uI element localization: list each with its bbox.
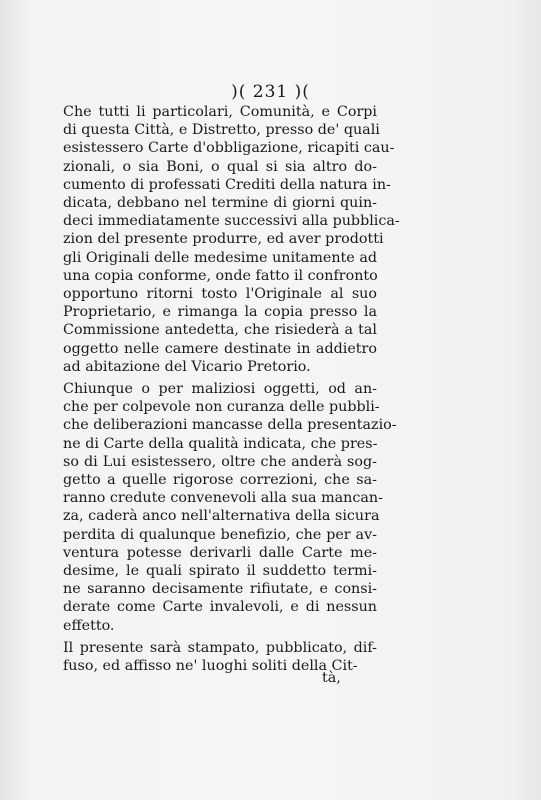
text-line: esistessero Carte d'obbligazione, ricapiti cau-: [63, 140, 395, 157]
text-line: zion del presente produrre, ed aver prodotti: [63, 231, 384, 248]
text-line: deci immediatamente successivi alla pubblica-: [63, 213, 400, 230]
text-line: ne saranno decisamente rifiutate, e consi-: [63, 581, 377, 598]
text-line: derate come Carte invalevoli, e di nessun: [63, 599, 377, 616]
text-line: una copia conforme, onde fatto il confronto: [63, 267, 378, 284]
text-line: Commissione antedetta, che risiederà a tal: [63, 322, 377, 339]
text-line: ventura potesse derivarli dalle Carte me-: [63, 544, 377, 561]
text-line: ranno credute convenevoli alla sua mancan-: [63, 490, 383, 507]
text-line: oggetto nelle camere destinate in addietro: [63, 340, 377, 357]
text-line: Che tutti li particolari, Comunità, e Corpi: [63, 104, 377, 120]
text-line: perdita di qualunque benefizio, che per av-: [63, 526, 377, 543]
text-line: opportuno ritorni tosto l'Originale al suo: [63, 286, 377, 303]
text-line: effetto.: [63, 617, 115, 634]
text-line: fuso, ed affisso ne' luoghi soliti della Cit-: [63, 658, 358, 675]
text-line: zionali, o sia Boni, o qual si sia altro do-: [63, 158, 377, 175]
paragraph-2: [63, 380, 397, 635]
text-line: gli Originali delle medesime unitamente ad: [63, 249, 377, 266]
body-text: [63, 103, 400, 679]
paragraph-1: [63, 103, 400, 376]
text-line: dicata, debbano nel termine di giorni quin-: [63, 195, 377, 212]
page-number-header: )( 231 )(: [231, 82, 310, 102]
text-line: cumento di professati Crediti della natura in-: [63, 176, 391, 193]
text-line: Il presente sarà stampato, pubblicato, dif-: [63, 639, 377, 656]
text-line: di questa Città, e Distretto, presso de' quali: [63, 122, 380, 139]
text-line: che per colpevole non curanza delle pubbli-: [63, 399, 380, 416]
text-line: Proprietario, e rimanga la copia presso la: [63, 304, 377, 321]
catchword: tà,: [322, 670, 341, 686]
text-line: getto a quelle rigorose correzioni, che sa-: [63, 472, 377, 489]
text-line: che deliberazioni mancasse della presentazio-: [63, 417, 397, 434]
text-line: desime, le quali spirato il suddetto termi-: [63, 563, 377, 580]
text-line: ad abitazione del Vicario Pretorio.: [63, 358, 311, 375]
text-line: za, caderà anco nell'alternativa della sicura: [63, 508, 380, 525]
text-line: Chiunque o per maliziosi oggetti, od an-: [63, 381, 377, 398]
text-line: so di Lui esistessero, oltre che anderà sog-: [63, 453, 377, 470]
text-line: ne di Carte della qualità indicata, che pres-: [63, 435, 378, 452]
